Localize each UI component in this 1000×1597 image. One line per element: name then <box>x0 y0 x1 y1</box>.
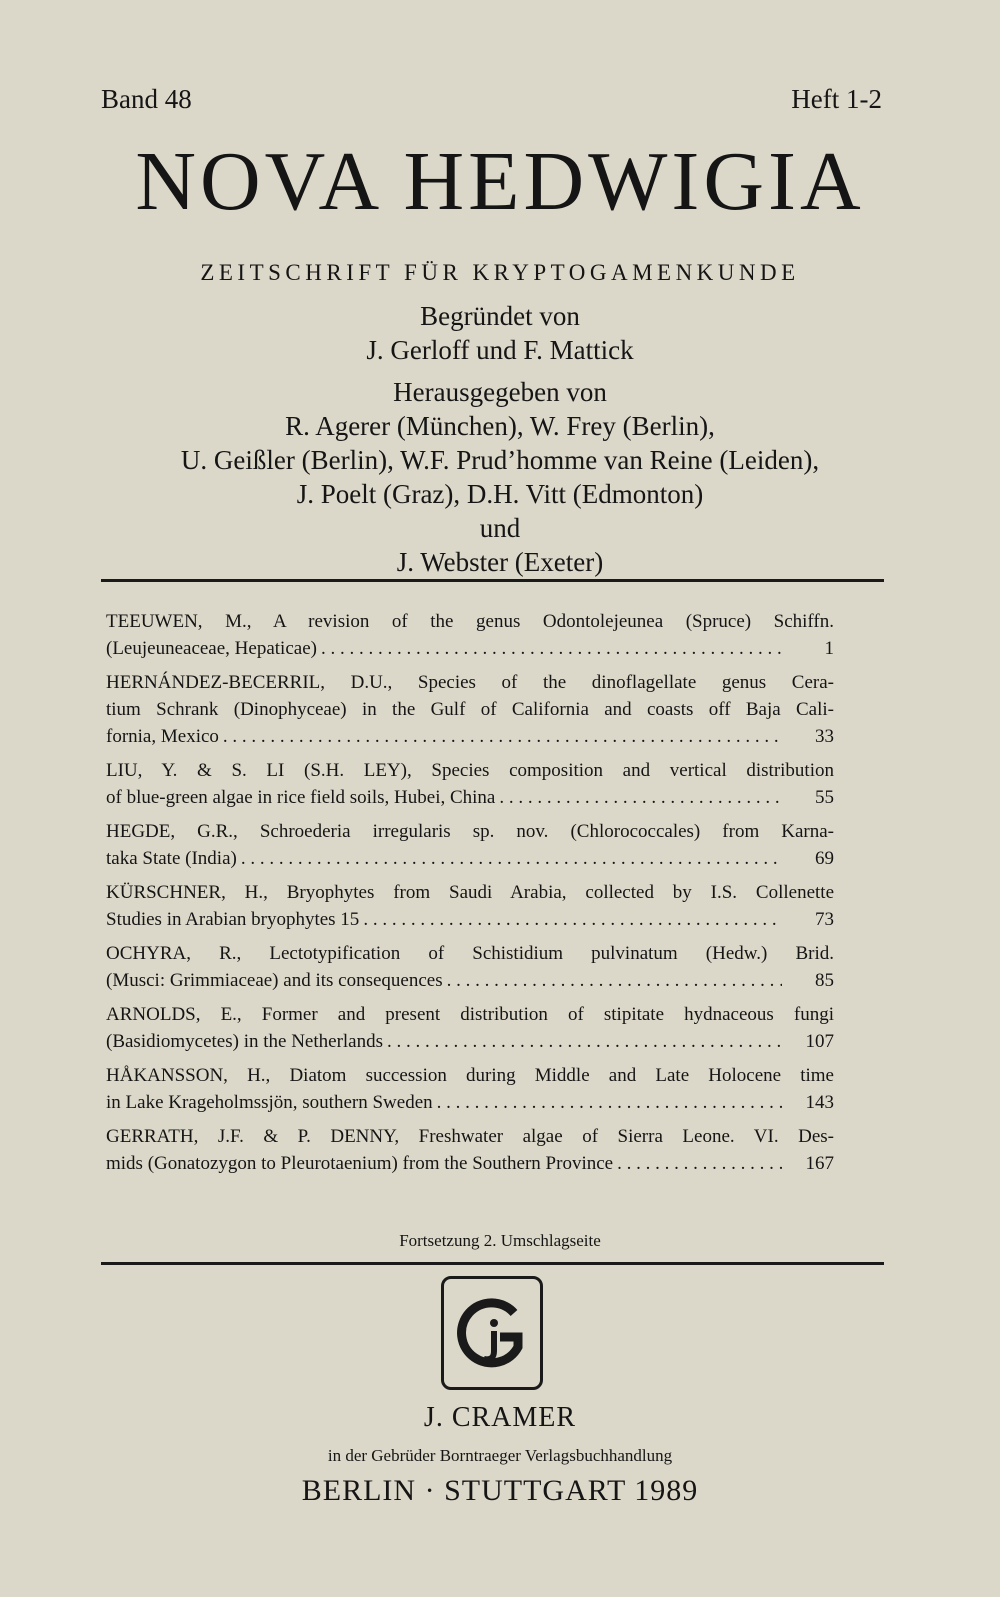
toc-entry <box>106 879 834 933</box>
editors-line: R. Agerer (München), W. Frey (Berlin), <box>285 411 715 441</box>
toc-entry-last-line <box>106 1028 834 1055</box>
toc-entry-text: in Lake Krageholmssjön, southern Sweden <box>106 1092 433 1113</box>
toc-entry-text: HEGDE, G.R., Schroederia irregularis sp. nov. (Chlorococcales) from Karna- <box>106 821 834 842</box>
toc-page-number: 1 <box>824 638 834 659</box>
toc-entry <box>106 1062 834 1116</box>
toc-page-number: 85 <box>815 970 834 991</box>
dot-leader <box>363 906 782 933</box>
toc-entry <box>106 1001 834 1055</box>
founded-label: Begründet von <box>420 301 580 331</box>
toc-entry-last-line <box>106 784 834 811</box>
toc-page-number: 69 <box>815 848 834 869</box>
journal-subtitle: ZEITSCHRIFT FÜR KRYPTOGAMENKUNDE <box>200 260 800 285</box>
toc-entry-last-line <box>106 723 834 750</box>
editorial-block <box>0 299 1000 579</box>
toc-entry-text: of blue-green algae in rice field soils, Hubei, China <box>106 787 496 808</box>
dot-leader <box>321 635 782 662</box>
publisher-subtitle: in der Gebrüder Borntraeger Verlagsbuchhandlung <box>327 1446 673 1465</box>
dot-leader <box>437 1089 782 1116</box>
toc-page-number: 33 <box>815 726 834 747</box>
toc-entry-last-line <box>106 906 834 933</box>
toc-page-number: 167 <box>805 1153 834 1174</box>
toc-entry-text: Studies in Arabian bryophytes 15 <box>106 909 360 930</box>
toc-entry-text: LIU, Y. & S. LI (S.H. LEY), Species composition and vertical distribution <box>106 760 834 781</box>
toc-page-number: 107 <box>805 1031 834 1052</box>
toc-entry-text: mids (Gonatozygon to Pleurotaenium) from the Southern Province <box>106 1153 614 1174</box>
toc-entry <box>106 818 834 872</box>
dot-leader <box>223 723 782 750</box>
founders: J. Gerloff und F. Mattick <box>366 335 634 365</box>
editors-line: U. Geißler (Berlin), W.F. Prud’homme van Reine (Leiden), <box>180 445 820 475</box>
toc-entry-text: tium Schrank (Dinophyceae) in the Gulf of California and coasts off Baja Cali- <box>106 699 834 720</box>
toc-entry-text: KÜRSCHNER, H., Bryophytes from Saudi Arabia, collected by I.S. Collenette <box>106 882 834 903</box>
editors-line: J. Webster (Exeter) <box>396 547 604 577</box>
publisher-name: J. CRAMER <box>423 1402 577 1433</box>
toc-page-number: 73 <box>815 909 834 930</box>
toc-entry-text: ARNOLDS, E., Former and present distribution of stipitate hydnaceous fungi <box>106 1004 834 1025</box>
toc-entry-text: (Leujeuneaceae, Hepaticae) <box>106 638 317 659</box>
divider-top <box>101 579 884 582</box>
toc-entry <box>106 940 834 994</box>
toc-entry-last-line <box>106 845 834 872</box>
toc-entry <box>106 608 834 662</box>
issue-label: Heft 1-2 <box>791 84 882 114</box>
toc-entry-text: HÅKANSSON, H., Diatom succession during Middle and Late Holocene time <box>106 1065 834 1086</box>
dot-leader <box>387 1028 782 1055</box>
toc-entry-text: fornia, Mexico <box>106 726 219 747</box>
dot-leader <box>617 1150 782 1177</box>
toc-entry-text: OCHYRA, R., Lectotypification of Schistidium pulvinatum (Hedw.) Brid. <box>106 943 834 964</box>
toc-entry-last-line <box>106 635 834 662</box>
journal-title: NOVA HEDWIGIA <box>135 135 865 228</box>
toc-entry-text: (Musci: Grimmiaceae) and its consequences <box>106 970 443 991</box>
toc-entry-text: (Basidiomycetes) in the Netherlands <box>106 1031 384 1052</box>
table-of-contents <box>106 608 834 1184</box>
dot-leader <box>241 845 782 872</box>
toc-entry-last-line <box>106 1089 834 1116</box>
toc-page-number: 55 <box>815 787 834 808</box>
toc-entry <box>106 669 834 750</box>
dot-leader <box>499 784 782 811</box>
toc-entry-text: TEEUWEN, M., A revision of the genus Odontolejeunea (Spruce) Schiffn. <box>106 611 834 632</box>
toc-entry <box>106 1123 834 1177</box>
toc-page-number: 143 <box>805 1092 834 1113</box>
continuation-note: Fortsetzung 2. Umschlagseite <box>399 1231 601 1250</box>
toc-entry-last-line <box>106 967 834 994</box>
toc-entry-text: taka State (India) <box>106 848 237 869</box>
volume-label: Band 48 <box>101 84 192 114</box>
editors-label: Herausgegeben von <box>393 377 607 407</box>
toc-entry <box>106 757 834 811</box>
toc-entry-text: HERNÁNDEZ-BECERRIL, D.U., Species of the dinoflagellate genus Cera- <box>106 672 834 693</box>
editors-line: und <box>479 513 521 543</box>
dot-leader <box>447 967 782 994</box>
editors-line: J. Poelt (Graz), D.H. Vitt (Edmonton) <box>296 479 704 509</box>
toc-entry-last-line <box>106 1150 834 1177</box>
publisher-city-year: BERLIN · STUTTGART 1989 <box>301 1474 699 1507</box>
cramer-logo-icon <box>441 1276 543 1390</box>
divider-bottom <box>101 1262 884 1265</box>
toc-entry-text: GERRATH, J.F. & P. DENNY, Freshwater algae of Sierra Leone. VI. Des- <box>106 1126 834 1147</box>
